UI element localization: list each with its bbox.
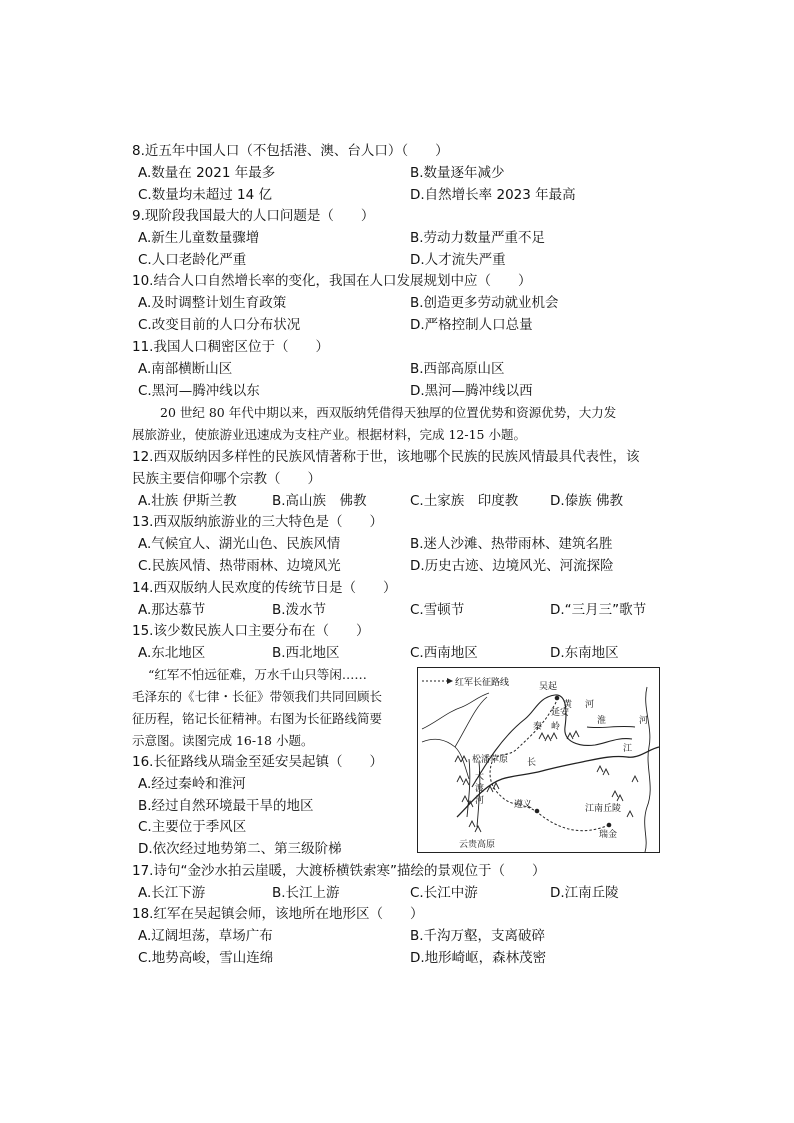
question-9-stem: 9.现阶段我国最大的人口问题是（ ）: [132, 208, 375, 224]
question-14-stem: 14.西双版纳人民欢度的传统节日是（ ）: [132, 580, 397, 596]
label-jiang: 江: [623, 743, 633, 753]
q15-option-a: A.东北地区: [138, 645, 206, 661]
question-17-stem: 17.诗句“金沙水拍云崖暖，大渡桥横铁索寒”描绘的景观位于（ ）: [132, 863, 546, 879]
label-he2: 河: [639, 715, 649, 725]
passage-long-march-line2: 毛泽东的《七律・长征》带领我们共同回顾长: [132, 689, 383, 704]
question-12-stem-line1: 12.西双版纳因多样性的民族风情著称于世，该地哪个民族的民族风情最具代表性，该: [132, 449, 640, 465]
q10-option-d: D.严格控制人口总量: [410, 317, 533, 333]
q17-option-a: A.长江下游: [138, 885, 206, 901]
q16-option-d: D.依次经过地势第二、第三级阶梯: [138, 841, 342, 857]
q14-option-a: A.那达慕节: [138, 602, 206, 618]
q12-option-c: C.土家族 印度教: [410, 493, 519, 509]
q8-option-c: C.数量均未超过 14 亿: [138, 187, 272, 203]
q15-option-b: B.西北地区: [272, 645, 340, 661]
label-zunyi: 遵义: [514, 799, 533, 809]
q16-option-a: A.经过秦岭和淮河: [138, 776, 246, 792]
q13-option-c: C.民族风情、热带雨林、边境风光: [138, 558, 341, 574]
label-huai: 淮: [597, 715, 607, 725]
q12-option-b: B.高山族 佛教: [272, 493, 367, 509]
map-frame: [418, 668, 660, 853]
ruijin-marker: [607, 823, 612, 828]
q9-option-d: D.人才流失严重: [410, 252, 506, 268]
q10-option-c: C.改变目前的人口分布状况: [138, 317, 301, 333]
q14-option-b: B.泼水节: [272, 602, 327, 618]
passage-long-march-line4: 示意图。读图完成 16-18 小题。: [132, 733, 314, 748]
label-dadu-2: 渡: [475, 783, 485, 793]
zunyi-marker: [535, 809, 540, 814]
q9-option-b: B.劳动力数量严重不足: [410, 230, 546, 246]
q17-option-b: B.长江上游: [272, 885, 340, 901]
question-11-stem: 11.我国人口稠密区位于（ ）: [132, 339, 329, 355]
long-march-route-map: [417, 667, 660, 853]
label-jiangnan: 江南丘陵: [585, 803, 622, 813]
label-songpan: 松潘草原: [472, 754, 509, 764]
q16-option-b: B.经过自然环境最干旱的地区: [138, 798, 314, 814]
passage-long-march-line3: 征历程，铭记长征精神。右图为长征路线简要: [132, 711, 383, 726]
q18-option-c: C.地势高峻，雪山连绵: [138, 950, 274, 966]
label-yungui: 云贵高原: [459, 839, 496, 849]
q8-option-a: A.数量在 2021 年最多: [138, 165, 276, 181]
wuqi-marker: [555, 696, 560, 701]
label-ruijin: 瑞金: [599, 829, 618, 839]
question-16-stem: 16.长征路线从瑞金至延安吴起镇（ ）: [132, 754, 383, 770]
label-wuqi: 吴起: [539, 681, 558, 691]
q8-option-d: D.自然增长率 2023 年最高: [410, 187, 576, 203]
q11-option-b: B.西部高原山区: [410, 361, 505, 377]
q15-option-c: C.西南地区: [410, 645, 478, 661]
q11-option-d: D.黑河—腾冲线以西: [410, 383, 533, 399]
q9-option-a: A.新生儿童数量骤增: [138, 230, 260, 246]
q12-option-a: A.壮族 伊斯兰教: [138, 493, 237, 509]
question-8-stem: 8.近五年中国人口（不包括港、澳、台人口）（ ）: [132, 143, 449, 159]
q11-option-a: A.南部横断山区: [138, 361, 233, 377]
label-dadu-1: 大: [475, 771, 485, 781]
q11-option-c: C.黑河—腾冲线以东: [138, 383, 260, 399]
question-15-stem: 15.该少数民族人口主要分布在（ ）: [132, 623, 370, 639]
label-chang: 长: [527, 757, 537, 767]
q10-option-a: A.及时调整计划生育政策: [138, 295, 287, 311]
label-he: 河: [585, 699, 595, 709]
q10-option-b: B.创造更多劳动就业机会: [410, 295, 559, 311]
label-dadu-3: 河: [475, 795, 485, 805]
question-12-stem-line2: 民族主要信仰哪个宗教（ ）: [132, 471, 321, 487]
q18-option-b: B.千沟万壑，支离破碎: [410, 928, 546, 944]
q13-option-b: B.迷人沙滩、热带雨林、建筑名胜: [410, 536, 613, 552]
q17-option-d: D.江南丘陵: [550, 885, 619, 901]
q12-option-d: D.傣族 佛教: [550, 493, 623, 509]
q13-option-d: D.历史古迹、边境风光、河流探险: [410, 558, 614, 574]
question-18-stem: 18.红军在吴起镇会师，该地所在地形区（ ）: [132, 906, 424, 922]
q13-option-a: A.气候宜人、湖光山色、民族风情: [138, 536, 341, 552]
q9-option-c: C.人口老龄化严重: [138, 252, 247, 268]
label-ling: 岭: [551, 721, 561, 731]
label-huang: 黄: [563, 699, 573, 709]
passage-long-march-line1: “红军不怕远征难，万水千山只等闲……: [148, 667, 367, 682]
legend-label: 红军长征路线: [455, 677, 510, 687]
q15-option-d: D.东南地区: [550, 645, 619, 661]
q14-option-d: D.“三月三”歌节: [550, 602, 647, 618]
question-10-stem: 10.结合人口自然增长率的变化，我国在人口发展规划中应（ ）: [132, 273, 532, 289]
q18-option-d: D.地形崎岖，森林茂密: [410, 950, 547, 966]
q14-option-c: C.雪顿节: [410, 602, 465, 618]
passage-xishuangbanna-line1: 20 世纪 80 年代中期以来，西双版纳凭借得天独厚的位置优势和资源优势，大力发: [160, 405, 617, 420]
q8-option-b: B.数量逐年减少: [410, 165, 505, 181]
q17-option-c: C.长江中游: [410, 885, 478, 901]
passage-xishuangbanna-line2: 展旅游业，使旅游业迅速成为支柱产业。根据材料，完成 12-15 小题。: [132, 427, 526, 442]
label-qin: 秦: [533, 721, 543, 731]
label-yanan: 延安: [551, 707, 570, 717]
q18-option-a: A.辽阔坦荡，草场广布: [138, 928, 273, 944]
q16-option-c: C.主要位于季风区: [138, 819, 247, 835]
question-13-stem: 13.西双版纳旅游业的三大特色是（ ）: [132, 514, 383, 530]
